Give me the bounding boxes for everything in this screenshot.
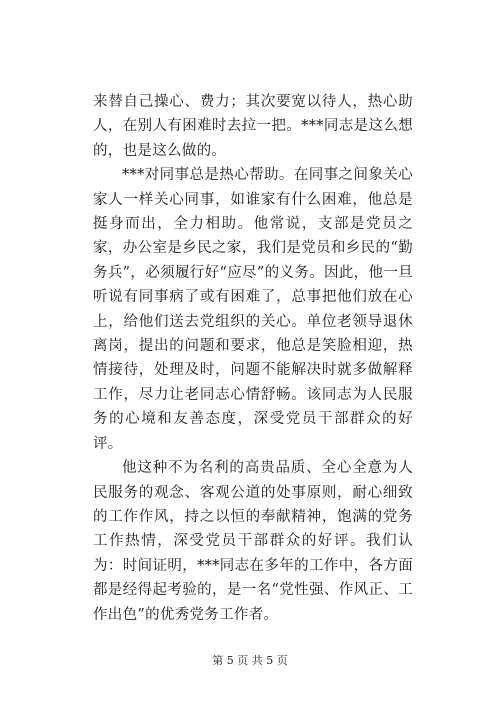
document-body — [93, 90, 413, 627]
page-footer: 第 5 页 共 5 页 — [212, 654, 288, 667]
paragraph-3: 他这种不为名利的高贵品质、全心全意为人民服务的观念、客观公道的处事原则，耐心细致的工作作风，持之以恒的奉献精神，饱满的党务工作热情，深受党员干部群众的好评。我们认为：时间证明，***同志在多年的工作中，各方面都是经得起考验的，是一名“党性强、作风正、工作出色”的优秀党务工作者。 — [93, 460, 413, 623]
paragraph-1: 来替自己操心、费力；其次要宽以待人，热心助人，在别人有困难时去拉一把。***同志是这么想的，也是这么做的。 — [93, 94, 413, 159]
paragraph-2: ***对同事总是热心帮助。在同事之间象关心家人一样关心同事，如谁家有什么困难，他总是挺身而出，全力相助。他常说，支部是党员之家，办公室是乡民之家，我们是党员和乡民的“勤务兵”，必须履行好“应尽”的义务。因此，他一旦听说有同事病了或有困难了，总事把他们放在心上，给他们送去党组织的关心。单位老领导退休离岗，提出的问题和要求，他总是笑脸相迎，热情接待，处理及时，问题不能解决时就多做解释工作，尽力让老同志心情舒畅。该同志为人民服务的心境和友善态度，深受党员干部群众的好评。 — [93, 167, 413, 452]
